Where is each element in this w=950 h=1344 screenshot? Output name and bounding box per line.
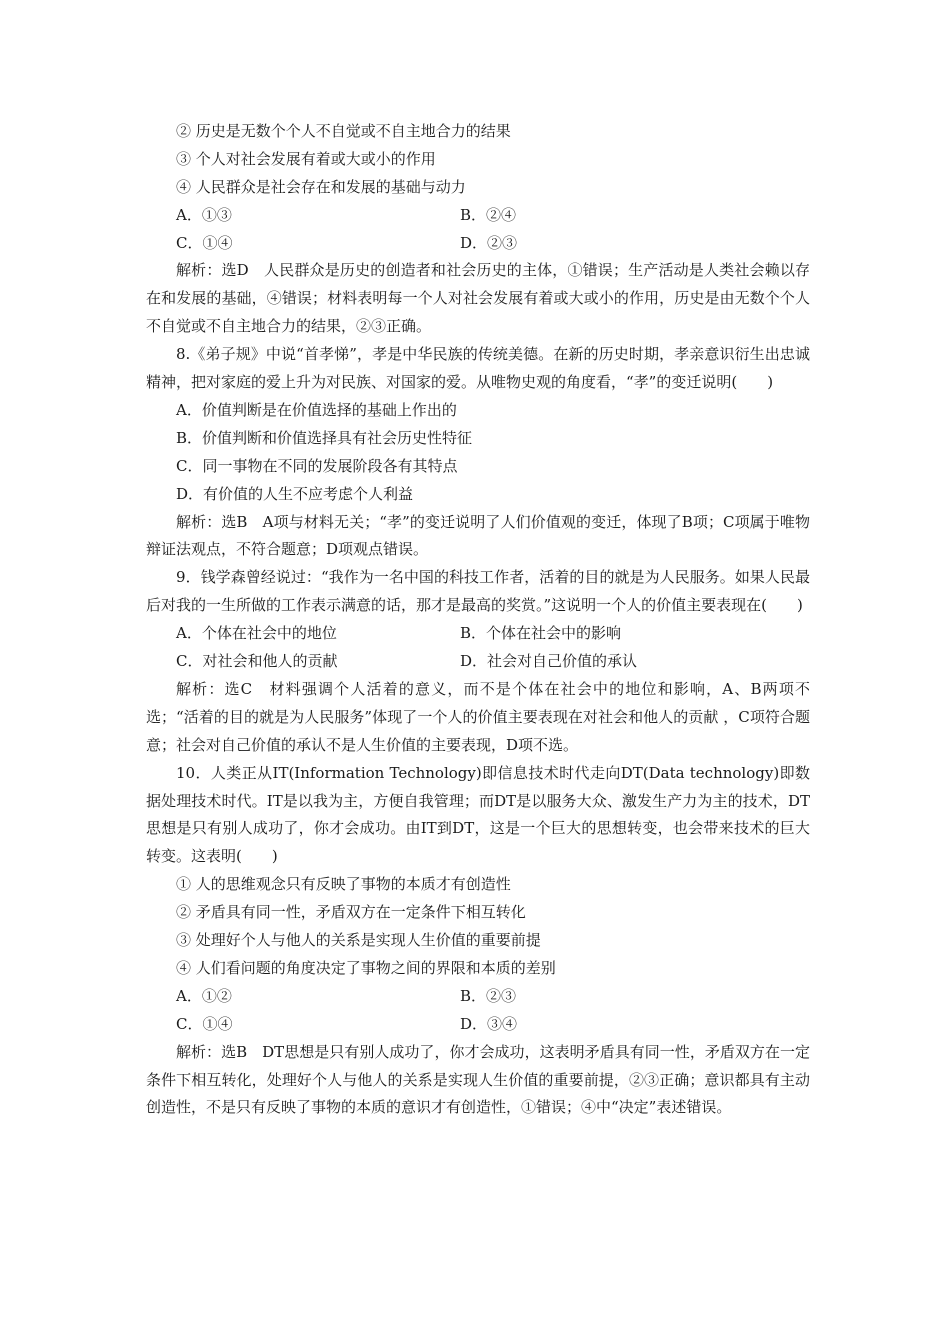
q10-options-row-2: [146, 1011, 810, 1039]
q10-statement-3: ③ 处理好个人与他人的关系是实现人生价值的重要前提: [176, 931, 541, 950]
q7-statement-2: ② 历史是无数个个人不自觉或不自主地合力的结果: [176, 122, 511, 140]
q10-option-a: A．①②: [176, 986, 232, 1005]
document-page: [146, 118, 810, 1122]
q8-analysis: 解析：选B A项与材料无关；“孝”的变迁说明了人们价值观的变迁，体现了B项；C项属于唯物辩证法观点，不符合题意；D项观点错误。: [146, 512, 810, 559]
q7-options-row-2: [146, 230, 810, 258]
q10-analysis: 解析：选B DT思想是只有别人成功了，你才会成功，这表明矛盾具有同一性，矛盾双方在一定条件下相互转化，处理好个人与他人的关系是实现人生价值的重要前提，②③正确；意识都具有主动创造性，不是只有反映了事物的本质的意识才有创造性，①错误；④中“决定”表述错误。: [146, 1042, 810, 1117]
q10-statement-4: ④ 人们看问题的角度决定了事物之间的界限和本质的差别: [176, 958, 556, 977]
q9-option-a: A．个体在社会中的地位: [176, 624, 337, 643]
q8-option-d: D．有价值的人生不应考虑个人利益: [176, 484, 414, 503]
q7-statement-3: ③ 个人对社会发展有着或大或小的作用: [176, 149, 436, 168]
q10-options-row-1: [146, 983, 810, 1011]
q10-stem: 10．人类正从IT(Information Technology)即信息技术时代走向DT(Data technology)即数据处理技术时代。IT是以我为主，方便自我管理；而DT是以服务大众、激发生产力为主的技术，DT思想是只有别人成功了，你才会成功。由IT到DT，这是一个巨大的思想转变，也会带来技术的巨大转变。这表明( ): [146, 763, 810, 866]
q9-options-row-2: [146, 648, 810, 676]
q9-option-c: C．对社会和他人的贡献: [176, 652, 338, 671]
q7-option-a: A．①③: [176, 205, 232, 224]
q7-option-c: C．①④: [176, 233, 233, 252]
q10-option-d: D．③④: [460, 1014, 518, 1033]
q10-option-b: B．②③: [460, 986, 517, 1005]
q8-option-b: B．价值判断和价值选择具有社会历史性特征: [176, 428, 473, 447]
q7-statement-4: ④ 人民群众是社会存在和发展的基础与动力: [176, 177, 466, 196]
q8-option-c: C．同一事物在不同的发展阶段各有其特点: [176, 456, 458, 475]
q7-option-b: B．②④: [460, 205, 517, 224]
q9-option-b: B．个体在社会中的影响: [460, 624, 622, 643]
q9-stem: 9．钱学森曾经说过：“我作为一名中国的科技工作者，活着的目的就是为人民服务。如果人民最后对我的一生所做的工作表示满意的话，那才是最高的奖赏。”这说明一个人的价值主要表现在( ): [146, 568, 810, 615]
q9-option-d: D．社会对自己价值的承认: [460, 652, 638, 671]
q10-statement-1: ① 人的思维观念只有反映了事物的本质才有创造性: [176, 875, 511, 894]
q7-analysis: 解析：选D 人民群众是历史的创造者和社会历史的主体，①错误；生产活动是人类社会赖以存在和发展的基础，④错误；材料表明每一个人对社会发展有着或大或小的作用，历史是由无数个个人不自觉或不自主地合力的结果，②③正确。: [146, 261, 810, 336]
q7-option-d: D．②③: [460, 233, 518, 252]
q9-analysis: 解析：选C 材料强调个人活着的意义，而不是个体在社会中的地位和影响，A、B两项不选；“活着的目的就是为人民服务”体现了一个人的价值主要表现在对社会和他人的贡献 ，C项符合题意；社会对自己价值的承认不是人生价值的主要表现，D项不选。: [146, 679, 810, 754]
q10-option-c: C．①④: [176, 1014, 233, 1033]
q9-options-row-1: [146, 620, 810, 648]
q8-stem: 8.《弟子规》中说“首孝悌”，孝是中华民族的传统美德。在新的历史时期，孝亲意识衍生出忠诚精神，把对家庭的爱上升为对民族、对国家的爱。从唯物史观的角度看，“孝”的变迁说明( ): [146, 345, 810, 392]
q10-statement-2: ② 矛盾具有同一性，矛盾双方在一定条件下相互转化: [176, 903, 526, 922]
q7-options-row-1: [146, 202, 810, 230]
q8-option-a: A．价值判断是在价值选择的基础上作出的: [176, 400, 457, 419]
